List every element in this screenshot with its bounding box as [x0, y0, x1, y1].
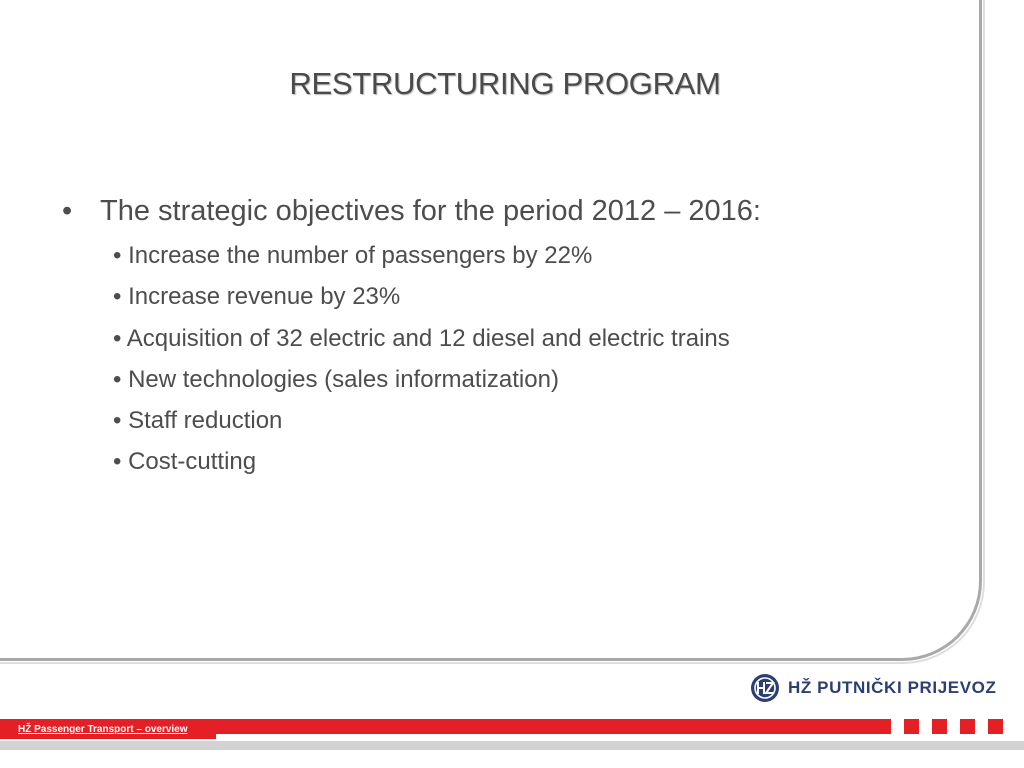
slide-title: RESTRUCTURING PROGRAM — [289, 66, 721, 101]
hz-logo-icon — [750, 673, 780, 703]
sub-bullet-item: • Cost-cutting — [113, 448, 257, 476]
bullet-icon: • — [62, 195, 73, 227]
sub-bullet-item: • Increase revenue by 23% — [113, 283, 401, 311]
main-bullet-text: The strategic objectives for the period 2012 – 2016: — [100, 195, 761, 227]
footer-square — [904, 719, 919, 734]
company-logo — [750, 671, 996, 705]
sub-bullet-item: • Acquisition of 32 electric and 12 diesel and electric trains — [113, 324, 730, 352]
sub-bullet-item: • New technologies (sales informatization) — [113, 365, 559, 393]
sub-bullet-item: • Staff reduction — [113, 407, 283, 435]
slide-content — [62, 193, 962, 483]
footer-gray-bar — [0, 741, 1024, 750]
sub-bullet-item: • Increase the number of passengers by 22% — [113, 242, 593, 269]
footer-squares — [876, 719, 1024, 734]
main-bullet — [62, 193, 962, 229]
footer-square — [932, 719, 947, 734]
logo-text: HŽ PUTNIČKI PRIJEVOZ — [788, 678, 997, 697]
sub-bullet-list — [62, 235, 962, 483]
footer-label: HŽ Passenger Transport – overview — [18, 724, 188, 735]
footer-square — [876, 719, 891, 734]
footer-square — [960, 719, 975, 734]
footer-square — [988, 719, 1003, 734]
